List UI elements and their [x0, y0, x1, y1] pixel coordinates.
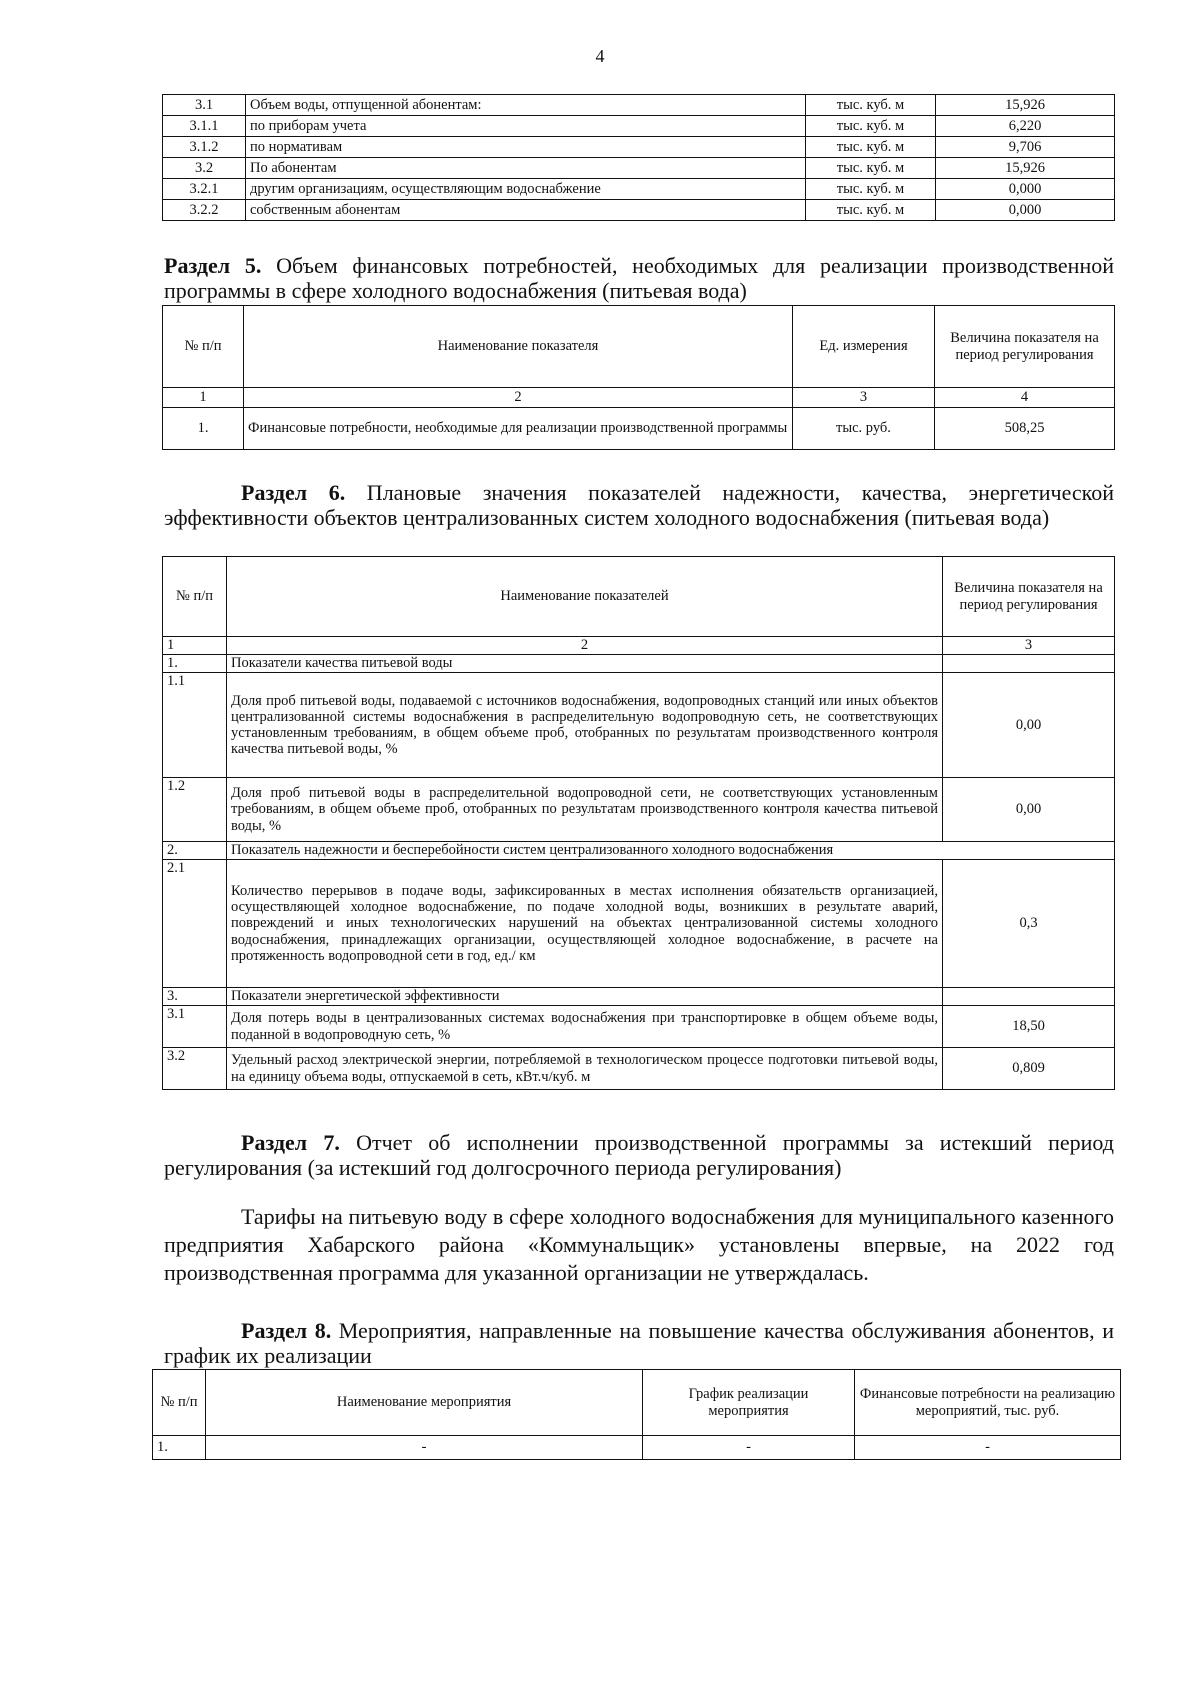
- row-name: собственным абонентам: [246, 200, 806, 221]
- section6-heading: [164, 480, 1114, 530]
- s8-header-name: Наименование мероприятия: [206, 1370, 643, 1436]
- s6-group2-name: Показатель надежности и бесперебойности систем централизованного холодного водоснабжения: [227, 842, 1115, 860]
- table-row: [163, 158, 1115, 179]
- s5-header-name: Наименование показателя: [244, 306, 793, 388]
- row-name: по нормативам: [246, 137, 806, 158]
- table-row: [163, 116, 1115, 137]
- section5-label: Раздел 5.: [164, 253, 262, 278]
- s5-row-num: 1.: [163, 408, 244, 450]
- s8-header-finance: Финансовые потребности на реализацию мероприятий, тыс. руб.: [855, 1370, 1121, 1436]
- s6-group2-num: 2.: [163, 842, 227, 860]
- row-num: 3.1: [163, 95, 246, 116]
- row-unit: тыс. куб. м: [806, 158, 936, 179]
- s5-header-value: Величина показателя на период регулирования: [935, 306, 1115, 388]
- s6-row-3-2-name: Удельный расход электрической энергии, потребляемой в технологическом процессе подготовки питьевой воды, на единицу объема воды, отпускаемой в сеть, кВт.ч/куб. м: [227, 1048, 943, 1090]
- row-unit: тыс. куб. м: [806, 95, 936, 116]
- section6-label: Раздел 6.: [241, 480, 346, 505]
- row-unit: тыс. куб. м: [806, 200, 936, 221]
- row-num: 3.2: [163, 158, 246, 179]
- table-row: [163, 137, 1115, 158]
- s6-colnum-3: 3: [943, 637, 1115, 655]
- s8-row-name: -: [206, 1436, 643, 1460]
- s5-header-num: № п/п: [163, 306, 244, 388]
- s5-row-unit: тыс. руб.: [793, 408, 935, 450]
- s6-row-1-2-num: 1.2: [163, 778, 227, 842]
- s6-group1-name: Показатели качества питьевой воды: [227, 655, 943, 673]
- s5-row-name: Финансовые потребности, необходимые для реализации производственной программы: [244, 408, 793, 450]
- row-name: другим организациям, осуществляющим водоснабжение: [246, 179, 806, 200]
- s6-group3-num: 3.: [163, 988, 227, 1006]
- section6-title: Плановые значения показателей надежности, качества, энергетической эффективности объектов централизованных систем холодного водоснабжения (питьевая вода): [164, 480, 1114, 530]
- s5-colnum-1: 1: [163, 388, 244, 408]
- row-unit: тыс. куб. м: [806, 179, 936, 200]
- s5-row-value: 508,25: [935, 408, 1115, 450]
- section6-table: [162, 556, 1115, 1090]
- s8-header-num: № п/п: [153, 1370, 206, 1436]
- table-row: [163, 179, 1115, 200]
- section8-heading: [164, 1318, 1114, 1368]
- row-num: 3.1.2: [163, 137, 246, 158]
- table-row: [163, 95, 1115, 116]
- row-num: 3.1.1: [163, 116, 246, 137]
- s6-row-3-1-value: 18,50: [943, 1006, 1115, 1048]
- row-num: 3.2.1: [163, 179, 246, 200]
- s5-colnum-4: 4: [935, 388, 1115, 408]
- s6-header-num: № п/п: [163, 557, 227, 637]
- section7-heading: [164, 1130, 1114, 1180]
- s5-colnum-2: 2: [244, 388, 793, 408]
- s8-header-schedule: График реализации мероприятия: [643, 1370, 855, 1436]
- row-value: 0,000: [936, 200, 1115, 221]
- section5-table: [162, 305, 1115, 450]
- section7-label: Раздел 7.: [241, 1130, 340, 1155]
- s6-colnum-1: 1: [163, 637, 227, 655]
- volume-table: [162, 94, 1115, 221]
- s8-row-num: 1.: [153, 1436, 206, 1460]
- s6-header-name: Наименование показателей: [227, 557, 943, 637]
- row-num: 3.2.2: [163, 200, 246, 221]
- s8-row-finance: -: [855, 1436, 1121, 1460]
- section8-table: [152, 1369, 1121, 1460]
- s6-row-1-1-name: Доля проб питьевой воды, подаваемой с источников водоснабжения, водопроводных станций или иных объектов централизованной системы водоснабжения в распределительную водопроводную сеть, не соответствующих установленным требованиям, в общем объеме проб, отобранных по результатам производственного контроля качества питьевой воды, %: [227, 673, 943, 778]
- s6-row-1-2-name: Доля проб питьевой воды в распределительной водопроводной сети, не соответствующих установленным требованиям, в общем объеме проб, отобранных по результатам производственного контроля качества питьевой воды, %: [227, 778, 943, 842]
- section7-paragraph: Тарифы на питьевую воду в сфере холодного водоснабжения для муниципального казенного предприятия Хабарского района «Коммунальщик» установлены впервые, на 2022 год производственная программа для указанной организации не утверждалась.: [164, 1204, 1114, 1285]
- row-name: По абонентам: [246, 158, 806, 179]
- s5-colnum-3: 3: [793, 388, 935, 408]
- row-value: 0,000: [936, 179, 1115, 200]
- row-name: Объем воды, отпущенной абонентам:: [246, 95, 806, 116]
- s5-header-unit: Ед. измерения: [793, 306, 935, 388]
- section7-title: Отчет об исполнении производственной программы за истекший период регулирования (за истекший год долгосрочного периода регулирования): [164, 1130, 1114, 1180]
- s6-row-2-1-value: 0,3: [943, 860, 1115, 988]
- s8-row-schedule: -: [643, 1436, 855, 1460]
- s6-header-value: Величина показателя на период регулирования: [943, 557, 1115, 637]
- s6-group1-num: 1.: [163, 655, 227, 673]
- s6-row-2-1-name: Количество перерывов в подаче воды, зафиксированных в местах исполнения обязательств организацией, осуществляющей холодное водоснабжение, по подаче холодной воды, возникших в результате аварий, повреждений и иных технологических нарушений на объектах централизованной системы холодного водоснабжения, принадлежащих организации, осуществляющей холодное водоснабжение, в расчете на протяженность водопроводной сети в год, ед./ км: [227, 860, 943, 988]
- s6-colnum-2: 2: [227, 637, 943, 655]
- row-value: 6,220: [936, 116, 1115, 137]
- row-unit: тыс. куб. м: [806, 137, 936, 158]
- s6-row-1-2-value: 0,00: [943, 778, 1115, 842]
- section8-title: Мероприятия, направленные на повышение качества обслуживания абонентов, и график их реализации: [164, 1318, 1115, 1368]
- s6-row-3-1-name: Доля потерь воды в централизованных системах водоснабжения при транспортировке в общем объеме воды, поданной в водопроводную сеть, %: [227, 1006, 943, 1048]
- row-value: 15,926: [936, 158, 1115, 179]
- page-number: 4: [595, 46, 605, 66]
- s6-row-2-1-num: 2.1: [163, 860, 227, 988]
- s6-row-3-2-num: 3.2: [163, 1048, 227, 1090]
- section5-title: Объем финансовых потребностей, необходимых для реализации производственной программы в сфере холодного водоснабжения (питьевая вода): [164, 253, 1114, 303]
- s6-row-3-1-num: 3.1: [163, 1006, 227, 1048]
- section5-heading: [164, 253, 1114, 303]
- row-unit: тыс. куб. м: [806, 116, 936, 137]
- table-row: [163, 200, 1115, 221]
- s6-row-1-1-value: 0,00: [943, 673, 1115, 778]
- section8-label: Раздел 8.: [241, 1318, 332, 1343]
- s6-row-1-1-num: 1.1: [163, 673, 227, 778]
- row-value: 9,706: [936, 137, 1115, 158]
- row-value: 15,926: [936, 95, 1115, 116]
- s6-row-3-2-value: 0,809: [943, 1048, 1115, 1090]
- s6-group3-name: Показатели энергетической эффективности: [227, 988, 943, 1006]
- row-name: по приборам учета: [246, 116, 806, 137]
